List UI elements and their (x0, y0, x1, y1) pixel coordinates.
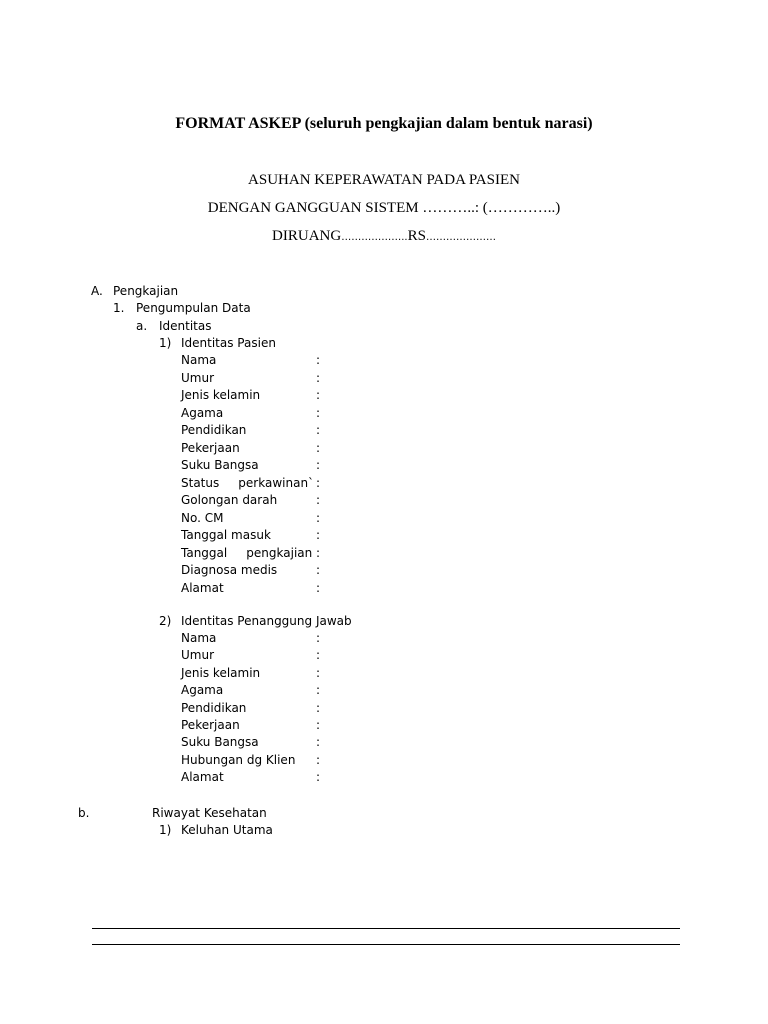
patient-field-label: Agama (181, 405, 224, 420)
patient-field-label: No. CM (181, 510, 224, 525)
guardian-field-colon: : (316, 683, 321, 698)
complaint-marker: 1) (159, 823, 172, 837)
guardian-field-colon: : (316, 718, 321, 732)
guardian-field-label: Pekerjaan (181, 718, 240, 732)
patient-field-label: Suku Bangsa (181, 458, 259, 472)
patient-field-label: Alamat (181, 580, 224, 595)
item-b-marker: b. (78, 806, 90, 820)
ward-dots: ……………….. (341, 232, 408, 243)
guardian-field-label: Nama (181, 631, 217, 645)
patient-field-label: Golongan darah (181, 493, 278, 507)
answer-line-1 (92, 928, 680, 929)
patient-field-colon: : (316, 580, 321, 595)
hospital-dots: ………………… (425, 232, 496, 243)
guardian-field-label: Jenis kelamin (181, 665, 261, 680)
guardian-field-colon: : (316, 770, 321, 785)
guardian-field-label: Hubungan dg Klien (181, 752, 296, 767)
guardian-field-label: Suku Bangsa (181, 735, 259, 750)
patient-field-colon: : (316, 545, 321, 560)
guardian-field-label: Alamat (181, 770, 224, 785)
ward-label: DIRUANG (272, 228, 342, 244)
patient-field-label: Tanggal pengkajian (181, 545, 313, 560)
patient-field-colon: : (316, 475, 321, 490)
patient-field-colon: : (316, 405, 321, 420)
guardian-field-colon: : (316, 631, 321, 645)
guardian-identity-marker: 2) (159, 614, 172, 628)
patient-field-colon: : (316, 510, 321, 525)
item-a-marker: a. (136, 319, 148, 333)
heading-line-3 (0, 229, 768, 244)
heading-line-2: DENGAN GANGGUAN SISTEM ………..: (…………..) (207, 200, 561, 216)
patient-field-label: Pendidikan (181, 423, 247, 437)
item-b-label: Riwayat Kesehatan (152, 806, 267, 820)
patient-field-label: Tanggal masuk (181, 528, 271, 542)
guardian-field-label: Pendidikan (181, 700, 247, 715)
guardian-field-colon: : (316, 752, 321, 767)
patient-field-colon: : (316, 370, 321, 385)
patient-field-colon: : (316, 563, 321, 577)
complaint-label: Keluhan Utama (181, 823, 273, 837)
patient-field-label: Umur (181, 370, 215, 385)
guardian-field-colon: : (316, 648, 321, 663)
patient-field-label: Jenis kelamin (181, 388, 261, 402)
patient-field-colon: : (316, 388, 321, 402)
patient-field-label: Nama (181, 353, 217, 367)
item-a-label: Identitas (159, 319, 212, 333)
guardian-identity-label: Identitas Penanggung Jawab (181, 614, 352, 628)
guardian-field-colon: : (316, 700, 321, 715)
answer-line-2 (92, 944, 680, 945)
guardian-field-colon: : (316, 735, 321, 750)
patient-field-colon: : (316, 493, 321, 507)
document-title: FORMAT ASKEP (seluruh pengkajian dalam bentuk narasi) (175, 115, 593, 132)
guardian-field-label: Agama (181, 683, 224, 698)
patient-field-colon: : (316, 440, 321, 455)
section-a-marker: A. (91, 284, 103, 298)
guardian-field-colon: : (316, 665, 321, 680)
patient-field-label: Status perkawinan` (181, 475, 315, 490)
patient-field-colon: : (316, 423, 321, 437)
item-1-label: Pengumpulan Data (136, 301, 251, 315)
patient-field-label: Diagnosa medis (181, 563, 278, 577)
patient-field-colon: : (316, 458, 321, 472)
item-1-marker: 1. (113, 301, 125, 315)
hospital-label: RS (407, 228, 426, 244)
patient-field-colon: : (316, 353, 321, 367)
patient-identity-marker: 1) (159, 336, 172, 350)
patient-field-colon: : (316, 528, 321, 542)
patient-field-label: Pekerjaan (181, 440, 240, 455)
section-a-label: Pengkajian (113, 284, 179, 298)
heading-line-1: ASUHAN KEPERAWATAN PADA PASIEN (248, 172, 520, 188)
guardian-field-label: Umur (181, 648, 215, 663)
patient-identity-label: Identitas Pasien (181, 336, 276, 350)
